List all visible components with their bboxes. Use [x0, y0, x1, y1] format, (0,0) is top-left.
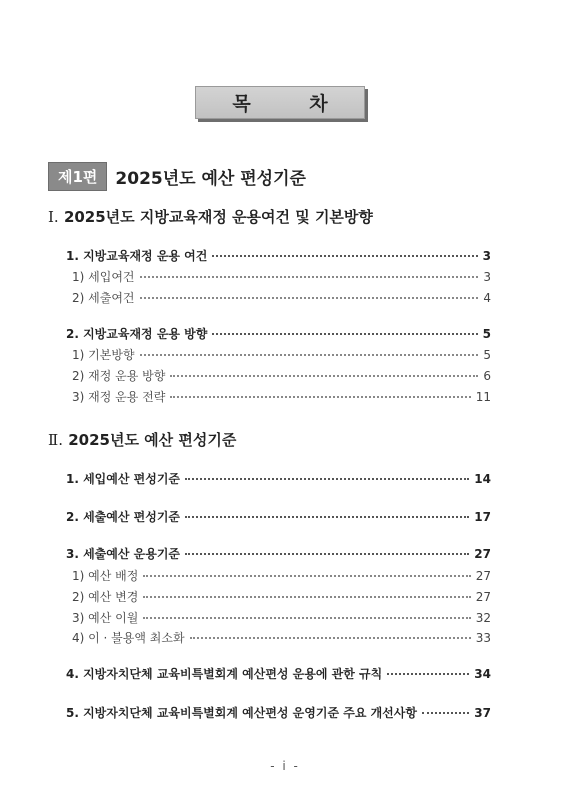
toc-entry-label: 1) 세입여건 — [72, 270, 135, 284]
section-number: Ⅰ. — [48, 208, 59, 226]
section-title: 2025년도 지방교육재정 운용여건 및 기본방향 — [63, 208, 373, 226]
toc-entry[interactable] — [72, 367, 491, 384]
toc-entry-page: 37 — [474, 706, 491, 720]
toc-entry-page: 27 — [475, 590, 491, 604]
dot-leader — [140, 354, 479, 356]
dot-leader — [190, 637, 471, 639]
toc-entry[interactable] — [66, 508, 491, 525]
toc-entry[interactable] — [72, 629, 491, 646]
section-number: Ⅱ. — [48, 431, 63, 449]
toc-entry-label: 2. 지방교육재정 운용 방향 — [66, 327, 208, 341]
dot-leader — [387, 673, 469, 675]
dot-leader — [140, 276, 479, 278]
toc-entry-page: 14 — [474, 472, 491, 486]
section-heading-2 — [48, 429, 236, 450]
toc-entry[interactable] — [66, 470, 491, 487]
toc-entry-page: 4 — [483, 291, 491, 305]
toc-entry-label: 1) 예산 배정 — [72, 569, 139, 583]
toc-entry-label: 4. 지방자치단체 교육비특별회계 예산편성 운용에 관한 규칙 — [66, 667, 383, 681]
page-number-footer: - i - — [270, 759, 300, 773]
toc-entry-page: 11 — [475, 390, 491, 404]
toc-entry-label: 1) 기본방향 — [72, 348, 135, 362]
toc-entry-label: 2) 세출여건 — [72, 291, 135, 305]
dot-leader — [170, 396, 470, 398]
toc-entry[interactable] — [72, 609, 491, 626]
toc-entry-label: 2) 재정 운용 방향 — [72, 369, 166, 383]
dot-leader — [143, 596, 470, 598]
toc-entry[interactable] — [72, 268, 491, 285]
dot-leader — [422, 712, 469, 714]
toc-entry[interactable] — [66, 704, 491, 721]
toc-entry[interactable] — [72, 588, 491, 605]
toc-entry[interactable] — [72, 289, 491, 306]
toc-entry-page: 34 — [474, 667, 491, 681]
dot-leader — [185, 478, 469, 480]
toc-entry-label: 1. 세입예산 편성기준 — [66, 472, 181, 486]
dot-leader — [170, 375, 478, 377]
toc-entry-page: 5 — [482, 327, 491, 341]
toc-entry[interactable] — [72, 567, 491, 584]
toc-entry-page: 32 — [475, 611, 491, 625]
dot-leader — [140, 297, 479, 299]
toc-entry-page: 3 — [482, 249, 491, 263]
toc-entry-label: 3) 예산 이월 — [72, 611, 139, 625]
dot-leader — [143, 617, 470, 619]
toc-entry-label: 3. 세출예산 운용기준 — [66, 547, 181, 561]
toc-entry-page: 27 — [474, 547, 491, 561]
toc-entry-page: 33 — [475, 631, 491, 645]
dot-leader — [212, 333, 477, 335]
toc-entry[interactable] — [66, 325, 491, 342]
toc-entry[interactable] — [72, 346, 491, 363]
section-heading-1 — [48, 206, 373, 227]
toc-entry-label: 2. 세출예산 편성기준 — [66, 510, 181, 524]
section-title: 2025년도 예산 편성기준 — [68, 431, 237, 449]
toc-entry[interactable] — [66, 247, 491, 264]
part-title: 2025년도 예산 편성기준 — [115, 169, 306, 189]
toc-entry-page: 27 — [475, 569, 491, 583]
dot-leader — [185, 516, 469, 518]
dot-leader — [143, 575, 470, 577]
toc-entry[interactable] — [72, 388, 491, 405]
dot-leader — [212, 255, 477, 257]
toc-entry-label: 5. 지방자치단체 교육비특별회계 예산편성 운영기준 주요 개선사항 — [66, 706, 417, 720]
toc-entry[interactable] — [66, 545, 491, 562]
toc-title: 목 차 — [195, 86, 365, 119]
part-badge: 제1편 — [48, 162, 107, 191]
part-heading — [48, 162, 306, 191]
toc-entry-label: 4) 이 · 불용액 최소화 — [72, 631, 185, 645]
dot-leader — [185, 553, 469, 555]
toc-entry-page: 17 — [474, 510, 491, 524]
toc-entry-label: 3) 재정 운용 전략 — [72, 390, 166, 404]
toc-entry-page: 6 — [483, 369, 491, 383]
toc-entry-label: 1. 지방교육재정 운용 여건 — [66, 249, 208, 263]
toc-entry-page: 3 — [483, 270, 491, 284]
toc-entry-label: 2) 예산 변경 — [72, 590, 139, 604]
toc-entry-page: 5 — [483, 348, 491, 362]
toc-entry[interactable] — [66, 665, 491, 682]
